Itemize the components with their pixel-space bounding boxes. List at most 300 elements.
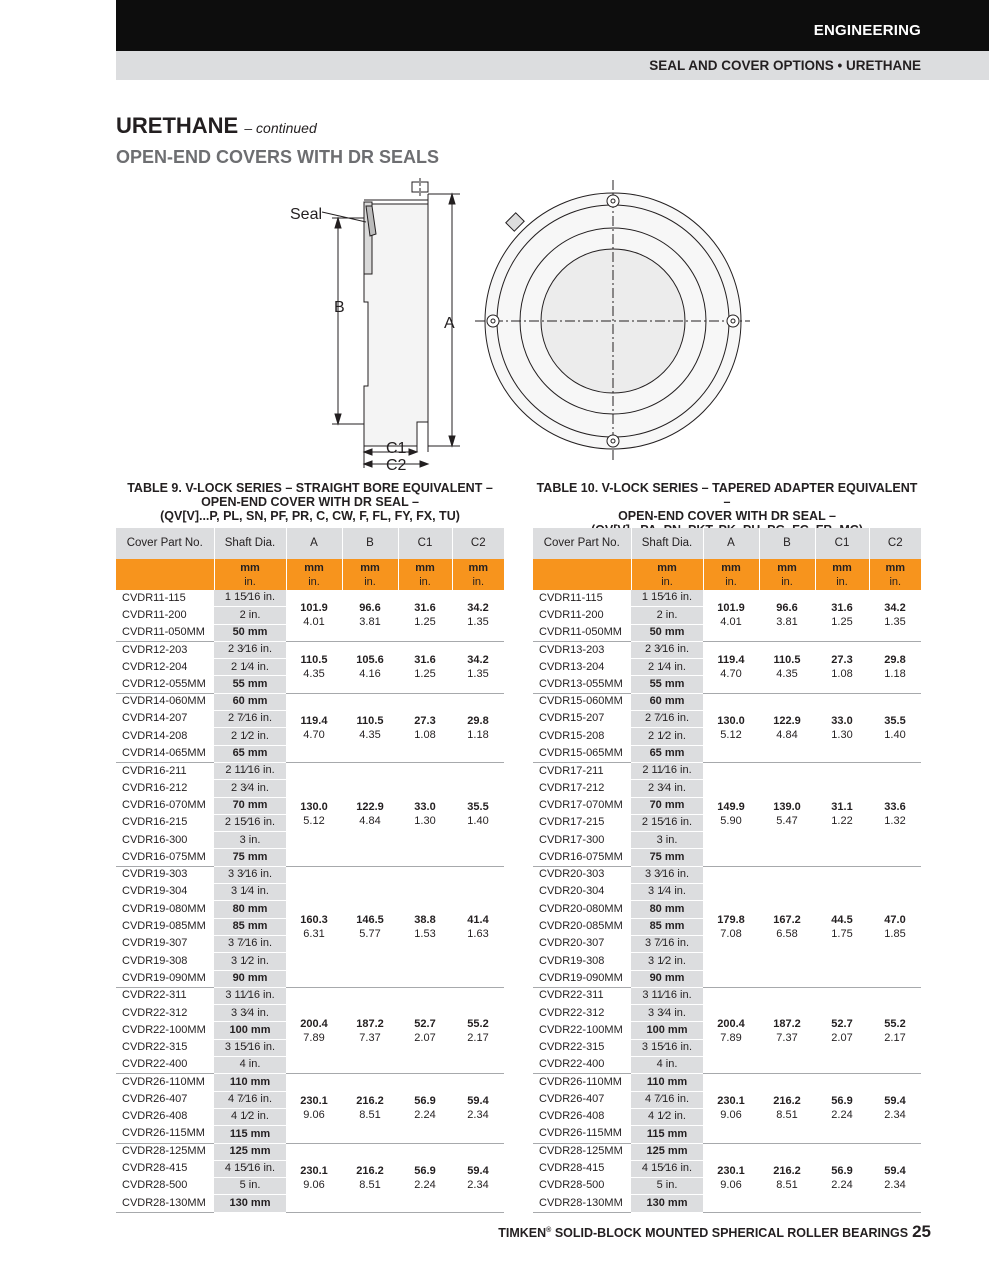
part-number: CVDR17-212 xyxy=(539,781,605,794)
dim-c2-cell xyxy=(869,1074,921,1143)
shaft-dia: 4 in. xyxy=(214,1057,286,1074)
dim-a-in: 7.89 xyxy=(303,1031,325,1044)
dim-b-in: 8.51 xyxy=(359,1109,381,1122)
part-number: CVDR15-060MM xyxy=(539,695,623,708)
dim-c1-cell xyxy=(815,693,869,762)
unit-cell xyxy=(703,559,759,590)
dim-c2-in: 2.34 xyxy=(467,1178,489,1191)
header-shaft-dia: Shaft Dia. xyxy=(214,528,286,559)
dim-c1-cell xyxy=(815,866,869,987)
header-a: A xyxy=(286,528,342,559)
unit-cell xyxy=(452,559,504,590)
dim-c2-in: 1.63 xyxy=(467,927,489,940)
dim-a-mm: 230.1 xyxy=(300,1095,328,1108)
table-unit-row xyxy=(533,559,921,590)
shaft-dia: 2 15⁄16 in. xyxy=(214,814,286,831)
dim-a-in: 6.31 xyxy=(303,927,325,940)
dim-b-mm: 216.2 xyxy=(356,1164,384,1177)
shaft-dia: 4 in. xyxy=(631,1057,703,1074)
unit-mm: mm xyxy=(415,561,435,574)
dim-c2-mm: 59.4 xyxy=(467,1095,489,1108)
dim-a-in: 9.06 xyxy=(303,1178,325,1191)
part-number: CVDR26-408 xyxy=(539,1110,605,1123)
dim-c1-in: 1.53 xyxy=(414,927,436,940)
part-number: CVDR28-125MM xyxy=(539,1145,623,1158)
header-a: A xyxy=(703,528,759,559)
unit-in: in. xyxy=(364,575,376,588)
shaft-dia: 115 mm xyxy=(631,1126,703,1143)
dim-b-mm: 122.9 xyxy=(356,801,384,814)
page-subtitle: OPEN-END COVERS WITH DR SEALS xyxy=(116,147,440,167)
shaft-dia: 4 1⁄2 in. xyxy=(631,1108,703,1125)
dim-a-cell xyxy=(286,1143,342,1212)
header-c2: C2 xyxy=(452,528,504,559)
unit-blank xyxy=(116,559,214,590)
header-part-number: Cover Part No. xyxy=(116,528,214,559)
dim-b-cell xyxy=(342,693,398,762)
shaft-dia: 85 mm xyxy=(214,918,286,935)
dim-a-cell xyxy=(286,590,342,641)
shaft-dia: 100 mm xyxy=(631,1022,703,1039)
dim-c1-cell xyxy=(398,590,452,641)
part-number: CVDR14-207 xyxy=(122,712,188,725)
dim-a-cell xyxy=(703,987,759,1073)
dimension-c1-label: C1 xyxy=(386,440,407,457)
page-number: 25 xyxy=(912,1222,931,1241)
dim-a-mm: 130.0 xyxy=(717,714,745,727)
dim-b-in: 3.81 xyxy=(776,616,798,629)
shaft-dia: 80 mm xyxy=(631,901,703,918)
shaft-dia: 2 1⁄4 in. xyxy=(631,659,703,676)
dim-a-mm: 230.1 xyxy=(717,1095,745,1108)
part-number: CVDR11-050MM xyxy=(116,624,214,641)
subsection-header-bar xyxy=(116,51,989,80)
dim-c1-mm: 27.3 xyxy=(831,654,853,667)
shaft-dia: 55 mm xyxy=(631,676,703,693)
part-number: CVDR16-075MM xyxy=(116,849,214,866)
unit-in: in. xyxy=(661,575,673,588)
shaft-dia: 4 15⁄16 in. xyxy=(631,1160,703,1177)
dim-b-in: 8.51 xyxy=(359,1178,381,1191)
dim-c2-in: 2.34 xyxy=(467,1109,489,1122)
dim-a-mm: 200.4 xyxy=(717,1017,745,1030)
dim-a-cell xyxy=(703,693,759,762)
shaft-dia: 3 15⁄16 in. xyxy=(214,1039,286,1056)
unit-mm: mm xyxy=(240,561,260,574)
shaft-dia: 85 mm xyxy=(631,918,703,935)
part-number: CVDR15-207 xyxy=(539,712,605,725)
shaft-dia: 2 11⁄16 in. xyxy=(214,762,286,779)
dim-b-mm: 187.2 xyxy=(773,1017,801,1030)
dim-b-mm: 167.2 xyxy=(773,913,801,926)
page-title xyxy=(116,113,317,139)
part-number: CVDR22-311 xyxy=(122,989,187,1002)
dim-c1-mm: 52.7 xyxy=(831,1017,853,1030)
shaft-dia: 65 mm xyxy=(631,745,703,762)
dim-c2-mm: 34.2 xyxy=(467,602,489,615)
shaft-dia: 90 mm xyxy=(214,970,286,987)
dim-c1-cell xyxy=(815,987,869,1073)
dim-c2-cell xyxy=(869,693,921,762)
shaft-dia: 3 7⁄16 in. xyxy=(214,935,286,952)
dim-b-cell xyxy=(759,1143,815,1212)
unit-cell xyxy=(815,559,869,590)
dim-c1-in: 1.75 xyxy=(831,927,853,940)
part-number: CVDR26-407 xyxy=(122,1093,188,1105)
caption-line: TABLE 9. V-LOCK SERIES – STRAIGHT BORE EQUIVALENT – xyxy=(127,481,493,495)
shaft-dia: 50 mm xyxy=(214,624,286,641)
dim-c2-mm: 59.4 xyxy=(467,1164,489,1177)
dim-c2-in: 1.35 xyxy=(467,668,489,681)
unit-cell xyxy=(759,559,815,590)
shaft-dia: 5 in. xyxy=(631,1178,703,1195)
shaft-dia: 125 mm xyxy=(214,1143,286,1160)
unit-cell xyxy=(631,559,703,590)
table-header-row xyxy=(533,528,921,559)
part-number: CVDR28-500 xyxy=(122,1179,188,1192)
part-number: CVDR26-408 xyxy=(122,1110,188,1123)
shaft-dia: 3 11⁄16 in. xyxy=(214,987,286,1004)
dim-c1-in: 1.25 xyxy=(414,616,436,629)
unit-cell xyxy=(214,559,286,590)
part-number: CVDR19-308 xyxy=(122,954,188,967)
header-b: B xyxy=(759,528,815,559)
caption-line: OPEN-END COVER WITH DR SEAL – xyxy=(618,509,836,523)
dim-c2-in: 2.17 xyxy=(467,1031,489,1044)
dim-a-cell xyxy=(703,1074,759,1143)
dim-c2-mm: 29.8 xyxy=(884,654,906,667)
shaft-dia: 2 3⁄4 in. xyxy=(631,780,703,797)
dim-c1-cell xyxy=(815,1074,869,1143)
part-number: CVDR22-400 xyxy=(533,1057,631,1074)
dim-a-cell xyxy=(286,693,342,762)
table9-caption xyxy=(116,481,504,523)
unit-mm: mm xyxy=(360,561,380,574)
dim-a-in: 7.08 xyxy=(720,927,742,940)
shaft-dia: 70 mm xyxy=(214,797,286,814)
shaft-dia: 2 in. xyxy=(214,607,286,624)
shaft-dia: 3 1⁄4 in. xyxy=(214,884,286,901)
dim-b-cell xyxy=(342,1143,398,1212)
table-row xyxy=(116,987,504,1004)
part-number: CVDR19-085MM xyxy=(122,920,206,933)
dim-a-cell xyxy=(286,1074,342,1143)
dim-c2-in: 1.32 xyxy=(884,815,906,828)
dim-c2-mm: 47.0 xyxy=(884,913,906,926)
dim-c2-cell xyxy=(452,641,504,693)
dim-c2-cell xyxy=(869,987,921,1073)
section-title: ENGINEERING xyxy=(813,22,921,39)
table-row xyxy=(116,1074,504,1091)
dim-c1-cell xyxy=(398,641,452,693)
dim-c2-cell xyxy=(869,590,921,641)
table-row xyxy=(116,590,504,607)
unit-mm: mm xyxy=(777,561,797,574)
part-number: CVDR13-204 xyxy=(539,660,605,673)
shaft-dia: 55 mm xyxy=(214,676,286,693)
shaft-dia: 80 mm xyxy=(214,901,286,918)
dim-c1-in: 1.30 xyxy=(831,728,853,741)
part-number: CVDR12-203 xyxy=(122,643,188,656)
dim-c1-in: 2.24 xyxy=(414,1109,436,1122)
dim-b-in: 5.77 xyxy=(359,927,381,940)
dim-c2-cell xyxy=(452,693,504,762)
header-part-number: Cover Part No. xyxy=(533,528,631,559)
table-row xyxy=(533,762,921,779)
shaft-dia: 5 in. xyxy=(214,1178,286,1195)
shaft-dia: 2 3⁄16 in. xyxy=(214,641,286,658)
dim-c2-cell xyxy=(452,987,504,1073)
part-number: CVDR28-125MM xyxy=(122,1145,206,1158)
part-number: CVDR15-208 xyxy=(539,729,605,742)
unit-in: in. xyxy=(419,575,431,588)
dim-c1-mm: 56.9 xyxy=(831,1095,853,1108)
table-header-row xyxy=(116,528,504,559)
shaft-dia: 2 7⁄16 in. xyxy=(214,711,286,728)
shaft-dia: 75 mm xyxy=(631,849,703,866)
shaft-dia: 2 7⁄16 in. xyxy=(631,711,703,728)
dim-a-mm: 230.1 xyxy=(717,1164,745,1177)
shaft-dia: 4 7⁄16 in. xyxy=(631,1091,703,1108)
shaft-dia: 60 mm xyxy=(214,693,286,710)
dim-b-mm: 139.0 xyxy=(773,801,801,814)
table-row xyxy=(533,1074,921,1091)
dim-c2-in: 2.34 xyxy=(884,1178,906,1191)
unit-in: in. xyxy=(889,575,902,588)
dim-a-mm: 160.3 xyxy=(300,913,328,926)
dim-c2-cell xyxy=(452,590,504,641)
part-number: CVDR12-204 xyxy=(122,660,188,673)
dim-a-mm: 230.1 xyxy=(300,1164,328,1177)
dim-c1-mm: 31.6 xyxy=(414,602,436,615)
shaft-dia: 50 mm xyxy=(631,624,703,641)
page-footer xyxy=(498,1222,931,1242)
part-number: CVDR20-085MM xyxy=(539,920,623,933)
dim-c1-in: 2.24 xyxy=(831,1178,853,1191)
shaft-dia: 2 11⁄16 in. xyxy=(631,762,703,779)
part-number: CVDR11-115 xyxy=(539,591,603,604)
part-number: CVDR14-060MM xyxy=(122,695,206,708)
dim-c1-mm: 56.9 xyxy=(414,1164,436,1177)
dim-c2-cell xyxy=(869,866,921,987)
shaft-dia: 70 mm xyxy=(631,797,703,814)
part-number: CVDR14-065MM xyxy=(116,745,214,762)
shaft-dia: 3 3⁄16 in. xyxy=(214,866,286,883)
dim-a-in: 5.90 xyxy=(720,815,742,828)
dim-c2-mm: 55.2 xyxy=(884,1017,906,1030)
part-number: CVDR17-215 xyxy=(539,816,605,829)
dim-a-cell xyxy=(286,987,342,1073)
dim-c2-in: 2.17 xyxy=(884,1031,906,1044)
dim-b-in: 8.51 xyxy=(776,1109,798,1122)
dim-c2-cell xyxy=(452,1143,504,1212)
dim-c2-in: 1.18 xyxy=(884,668,906,681)
dim-c1-mm: 56.9 xyxy=(414,1095,436,1108)
part-number: CVDR11-200 xyxy=(539,608,604,621)
part-number: CVDR12-055MM xyxy=(116,676,214,693)
unit-cell xyxy=(398,559,452,590)
part-number: CVDR22-312 xyxy=(539,1006,605,1019)
dim-c1-mm: 27.3 xyxy=(414,714,436,727)
part-number: CVDR20-307 xyxy=(539,937,605,950)
header-b: B xyxy=(342,528,398,559)
dim-b-cell xyxy=(759,641,815,693)
header-c1: C1 xyxy=(398,528,452,559)
dim-b-mm: 122.9 xyxy=(773,714,801,727)
table-row xyxy=(533,590,921,607)
dim-a-in: 9.06 xyxy=(303,1109,325,1122)
dim-c1-in: 1.25 xyxy=(414,668,436,681)
dim-c1-cell xyxy=(815,762,869,866)
shaft-dia: 60 mm xyxy=(631,693,703,710)
dimension-c2-label: C2 xyxy=(386,457,407,472)
dim-a-in: 5.12 xyxy=(303,815,325,828)
dim-b-cell xyxy=(759,762,815,866)
unit-mm: mm xyxy=(832,561,852,574)
part-number: CVDR22-315 xyxy=(122,1041,188,1054)
part-number: CVDR28-500 xyxy=(539,1179,605,1192)
shaft-dia: 3 in. xyxy=(631,832,703,849)
dim-c1-in: 2.24 xyxy=(831,1109,853,1122)
dim-c2-cell xyxy=(869,1143,921,1212)
part-number: CVDR15-065MM xyxy=(533,745,631,762)
dim-c1-mm: 38.8 xyxy=(414,913,436,926)
shaft-dia: 110 mm xyxy=(631,1074,703,1091)
dim-c1-in: 2.24 xyxy=(414,1178,436,1191)
dim-c2-cell xyxy=(452,1074,504,1143)
dim-c2-mm: 41.4 xyxy=(467,913,489,926)
shaft-dia: 130 mm xyxy=(214,1195,286,1212)
dim-b-in: 4.35 xyxy=(359,728,381,741)
dim-a-mm: 101.9 xyxy=(717,602,745,615)
dim-b-mm: 110.5 xyxy=(356,714,384,727)
shaft-dia: 3 3⁄4 in. xyxy=(631,1005,703,1022)
dim-a-in: 4.35 xyxy=(303,668,325,681)
shaft-dia: 4 7⁄16 in. xyxy=(214,1091,286,1108)
dim-a-mm: 119.4 xyxy=(717,654,745,667)
dim-a-cell xyxy=(286,866,342,987)
shaft-dia: 1 15⁄16 in. xyxy=(631,590,703,607)
part-number: CVDR22-312 xyxy=(122,1006,188,1019)
dim-c1-cell xyxy=(398,987,452,1073)
dim-c2-mm: 34.2 xyxy=(884,602,906,615)
dim-a-cell xyxy=(703,762,759,866)
dim-b-mm: 216.2 xyxy=(356,1095,384,1108)
shaft-dia: 3 1⁄4 in. xyxy=(631,884,703,901)
part-number: CVDR22-311 xyxy=(539,989,604,1002)
part-number: CVDR11-050MM xyxy=(533,624,631,641)
dim-b-cell xyxy=(342,641,398,693)
shaft-dia: 3 7⁄16 in. xyxy=(631,935,703,952)
seal-label: Seal xyxy=(290,206,323,223)
part-number: CVDR13-203 xyxy=(539,643,605,656)
dim-c1-mm: 31.6 xyxy=(414,654,436,667)
dim-c1-mm: 33.0 xyxy=(414,801,436,814)
unit-cell xyxy=(342,559,398,590)
dim-c1-mm: 44.5 xyxy=(831,913,853,926)
part-number: CVDR28-415 xyxy=(539,1162,605,1175)
dim-c2-mm: 55.2 xyxy=(467,1017,489,1030)
unit-mm: mm xyxy=(468,561,489,574)
part-number: CVDR22-100MM xyxy=(122,1023,206,1036)
dim-b-cell xyxy=(342,866,398,987)
dim-c2-mm: 35.5 xyxy=(884,714,906,727)
dim-b-cell xyxy=(759,693,815,762)
dim-a-in: 4.01 xyxy=(720,616,742,629)
table-unit-row xyxy=(116,559,504,590)
dim-a-mm: 200.4 xyxy=(300,1017,328,1030)
dim-b-cell xyxy=(759,866,815,987)
dim-b-cell xyxy=(759,590,815,641)
dim-b-in: 8.51 xyxy=(776,1178,798,1191)
unit-mm: mm xyxy=(721,561,741,574)
dim-c2-mm: 59.4 xyxy=(884,1164,906,1177)
dim-c1-in: 2.07 xyxy=(831,1031,853,1044)
shaft-dia: 4 1⁄2 in. xyxy=(214,1108,286,1125)
unit-in: in. xyxy=(781,575,793,588)
dim-b-in: 3.81 xyxy=(359,616,381,629)
shaft-dia: 3 1⁄2 in. xyxy=(214,953,286,970)
dim-b-mm: 96.6 xyxy=(359,602,381,615)
shaft-dia: 1 15⁄16 in. xyxy=(214,590,286,607)
table10 xyxy=(533,528,921,1213)
part-number: CVDR19-308 xyxy=(539,954,605,967)
dim-b-in: 4.35 xyxy=(776,668,798,681)
shaft-dia: 4 15⁄16 in. xyxy=(214,1160,286,1177)
dim-a-in: 9.06 xyxy=(720,1178,742,1191)
dim-c1-cell xyxy=(398,1143,452,1212)
dim-c2-in: 1.40 xyxy=(884,728,906,741)
caption-line: OPEN-END COVER WITH DR SEAL – xyxy=(201,495,419,509)
dim-b-in: 6.58 xyxy=(776,927,798,940)
dim-b-cell xyxy=(342,590,398,641)
dim-c2-in: 1.85 xyxy=(884,927,906,940)
part-number: CVDR26-110MM xyxy=(122,1075,205,1088)
dim-c2-in: 1.35 xyxy=(884,616,906,629)
part-number: CVDR20-303 xyxy=(539,868,605,881)
part-number: CVDR19-090MM xyxy=(116,970,214,987)
dim-a-mm: 101.9 xyxy=(300,602,328,615)
shaft-dia: 2 15⁄16 in. xyxy=(631,814,703,831)
dim-a-cell xyxy=(703,641,759,693)
shaft-dia: 2 3⁄4 in. xyxy=(214,780,286,797)
shaft-dia: 125 mm xyxy=(631,1143,703,1160)
shaft-dia: 90 mm xyxy=(631,970,703,987)
title-continued: – continued xyxy=(244,120,317,136)
part-number: CVDR22-315 xyxy=(539,1041,605,1054)
dim-b-cell xyxy=(759,1074,815,1143)
part-number: CVDR17-211 xyxy=(539,764,604,777)
shaft-dia: 3 11⁄16 in. xyxy=(631,987,703,1004)
dim-c2-in: 2.34 xyxy=(884,1109,906,1122)
shaft-dia: 2 1⁄2 in. xyxy=(214,728,286,745)
table-row xyxy=(533,987,921,1004)
dim-c1-cell xyxy=(815,590,869,641)
unit-mm: mm xyxy=(885,561,906,574)
unit-in: in. xyxy=(472,575,485,588)
header-c1: C1 xyxy=(815,528,869,559)
header-shaft-dia: Shaft Dia. xyxy=(631,528,703,559)
unit-in: in. xyxy=(725,575,737,588)
table-row xyxy=(533,866,921,883)
dim-c2-cell xyxy=(452,866,504,987)
part-number: CVDR11-115 xyxy=(122,591,186,604)
part-number: CVDR26-407 xyxy=(539,1093,605,1105)
dim-a-mm: 149.9 xyxy=(717,801,745,814)
table-row xyxy=(116,641,504,658)
footer-brand: TIMKEN xyxy=(498,1226,547,1240)
table-row xyxy=(116,1143,504,1160)
